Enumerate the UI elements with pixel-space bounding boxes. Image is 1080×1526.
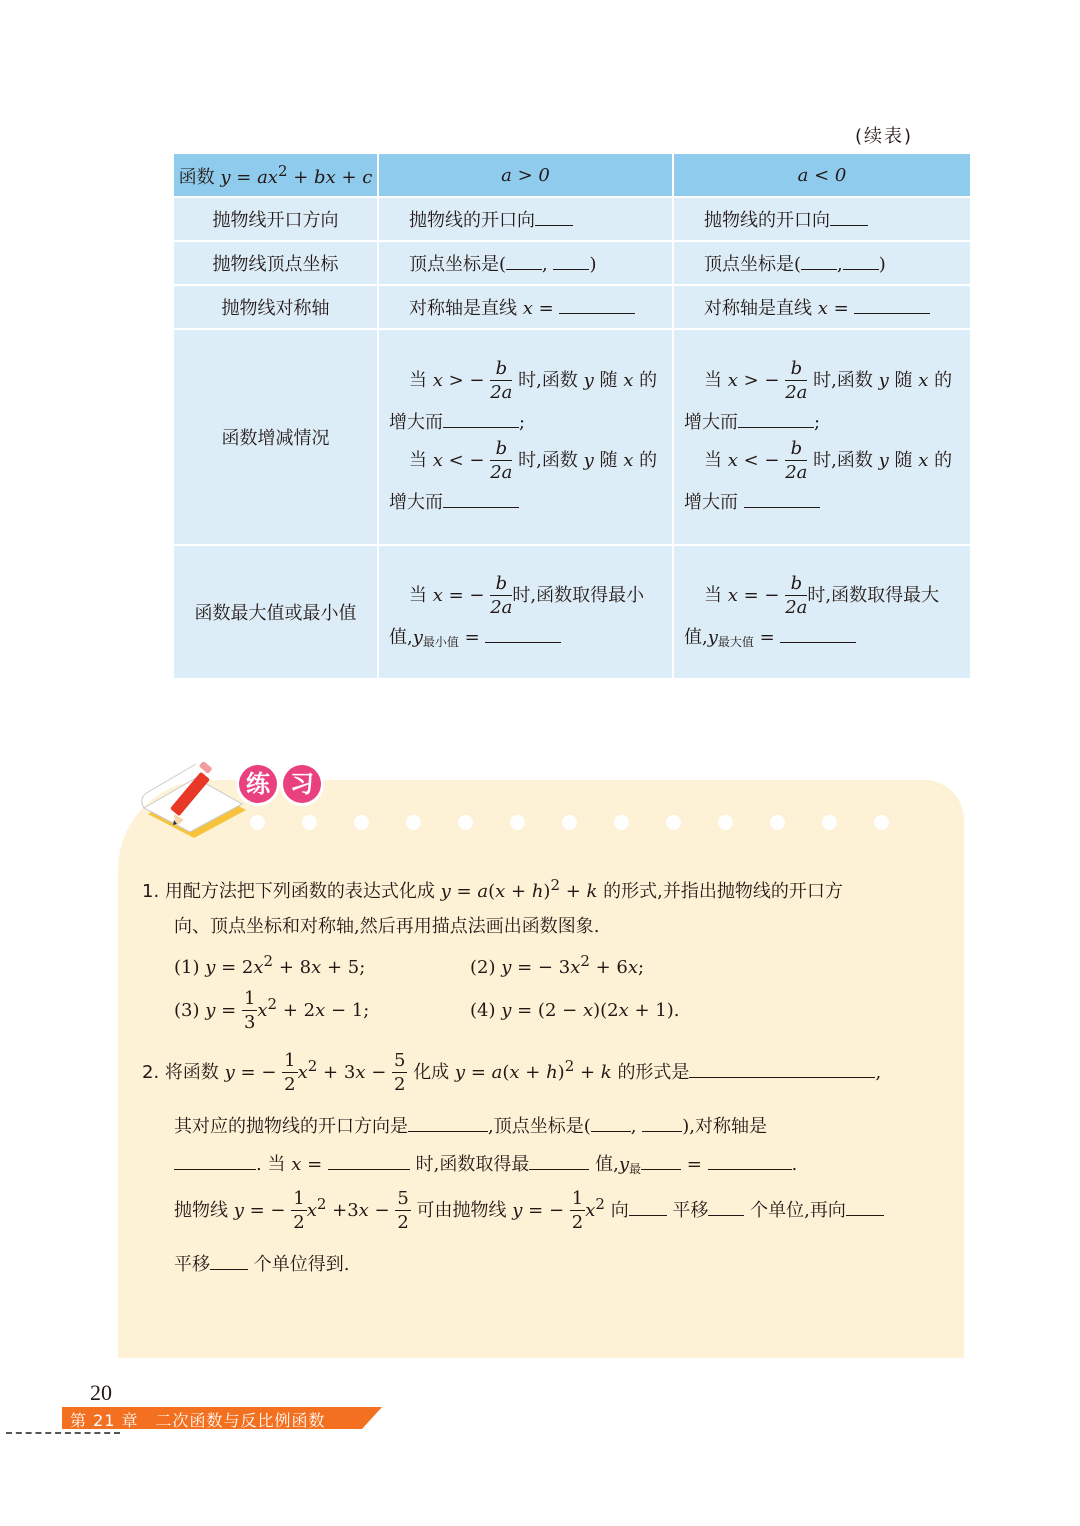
q2-line5: 平移 个单位得到. [174, 1254, 350, 1275]
header-function: 函数 $y = ax^2$ + bx + c [173, 153, 378, 197]
decor-dot [718, 815, 733, 830]
q1-line1: 1. 用配方法把下列函数的表达式化成 $y = a(x + h)^2 + k$ 的形式,并指出抛物线的开口方 [142, 876, 843, 902]
parabola-properties-table [172, 152, 972, 680]
header-a-negative: a < 0 [673, 153, 971, 197]
cell-vertex-right: 顶点坐标是( , ) [673, 241, 971, 285]
cell-vertex-left: 顶点坐标是( , ) [378, 241, 673, 285]
cell-axis-left: 对称轴是直线 x = [378, 285, 673, 329]
q2-line4: 抛物线 y = − $\frac{1}{2}$ $x^2 +3x$ − $\frac{5}{2}$ 可由抛物线 y = − $\frac{1}{2}$ $x^2$ 向 平移 个单位,再向 [174, 1190, 884, 1232]
continued-label: (续表) [855, 126, 914, 147]
q2-line3: . 当 x = 时,函数取得最 值$,y_最$ = . [174, 1150, 797, 1177]
practice-title-char-2: 习 [283, 765, 321, 803]
row-label-axis: 抛物线对称轴 [173, 285, 378, 329]
q2-line1: 2. 将函数 y = − $\frac{1}{2}$ $x^2 + 3x$ − $\frac{5}{2}$ 化成 $y = a(x + h)^2 + k$ 的形式是 , [142, 1050, 882, 1095]
q1-part2: (2) y = − $3x^2 + 6x$; [470, 952, 645, 978]
row-label-opening: 抛物线开口方向 [173, 197, 378, 241]
decor-dot [406, 815, 421, 830]
row-label-monotonic: 函数增减情况 [173, 329, 378, 545]
cell-opening-left: 抛物线的开口向 [378, 197, 673, 241]
decor-dot [614, 815, 629, 830]
decor-dot [666, 815, 681, 830]
header-a-positive: a > 0 [378, 153, 673, 197]
q1-part4: (4) y = (2 − x)(2x + 1). [470, 1000, 680, 1021]
cell-monotonic-right: 当 x > − $\frac{b}{2a}$ 时,函数 y 随 x 的 增大而 ; 当 x < − $\frac{b}{2a}$ 时,函数 y 随 x 的 增大而 [673, 329, 971, 545]
practice-title-char-1: 练 [239, 765, 277, 803]
decor-dot [250, 815, 265, 830]
cell-extreme-left: 当 x = − $\frac{b}{2a}$ 时,函数取得最小 值$,y_{最小值}$ = [378, 545, 673, 679]
dashed-rule [6, 1432, 120, 1434]
cell-extreme-right: 当 x = − $\frac{b}{2a}$ 时,函数取得最大 值$,y_{最大值}$ = [673, 545, 971, 679]
row-label-vertex: 抛物线顶点坐标 [173, 241, 378, 285]
chapter-title: 第 21 章 二次函数与反比例函数 [70, 1411, 326, 1430]
q1-line2: 向、顶点坐标和对称轴,然后再用描点法画出函数图象. [174, 916, 600, 937]
decor-dot [770, 815, 785, 830]
q1-part3: (3) y = $\frac{1}{3}$ $x^2 + 2x - 1$; [174, 988, 370, 1033]
q1-part1: (1) $y = 2x^2 + 8x + 5$; [174, 952, 366, 978]
cell-monotonic-left: 当 x > − $\frac{b}{2a}$ 时,函数 y 随 x 的 增大而 ; 当 x < − $\frac{b}{2a}$ 时,函数 y 随 x 的 增大而 [378, 329, 673, 545]
decor-dot [302, 815, 317, 830]
decor-dot [354, 815, 369, 830]
page-number: 20 [90, 1380, 112, 1405]
decor-dot [874, 815, 889, 830]
q2-line2: 其对应的抛物线的开口方向是 ,顶点坐标是( , ),对称轴是 [174, 1116, 767, 1137]
cell-axis-right: 对称轴是直线 x = [673, 285, 971, 329]
row-label-extreme: 函数最大值或最小值 [173, 545, 378, 679]
pencil-paper-icon [138, 762, 248, 840]
decor-dot [562, 815, 577, 830]
decor-dot [458, 815, 473, 830]
decor-dot [510, 815, 525, 830]
cell-opening-right: 抛物线的开口向 [673, 197, 971, 241]
decor-dot [822, 815, 837, 830]
